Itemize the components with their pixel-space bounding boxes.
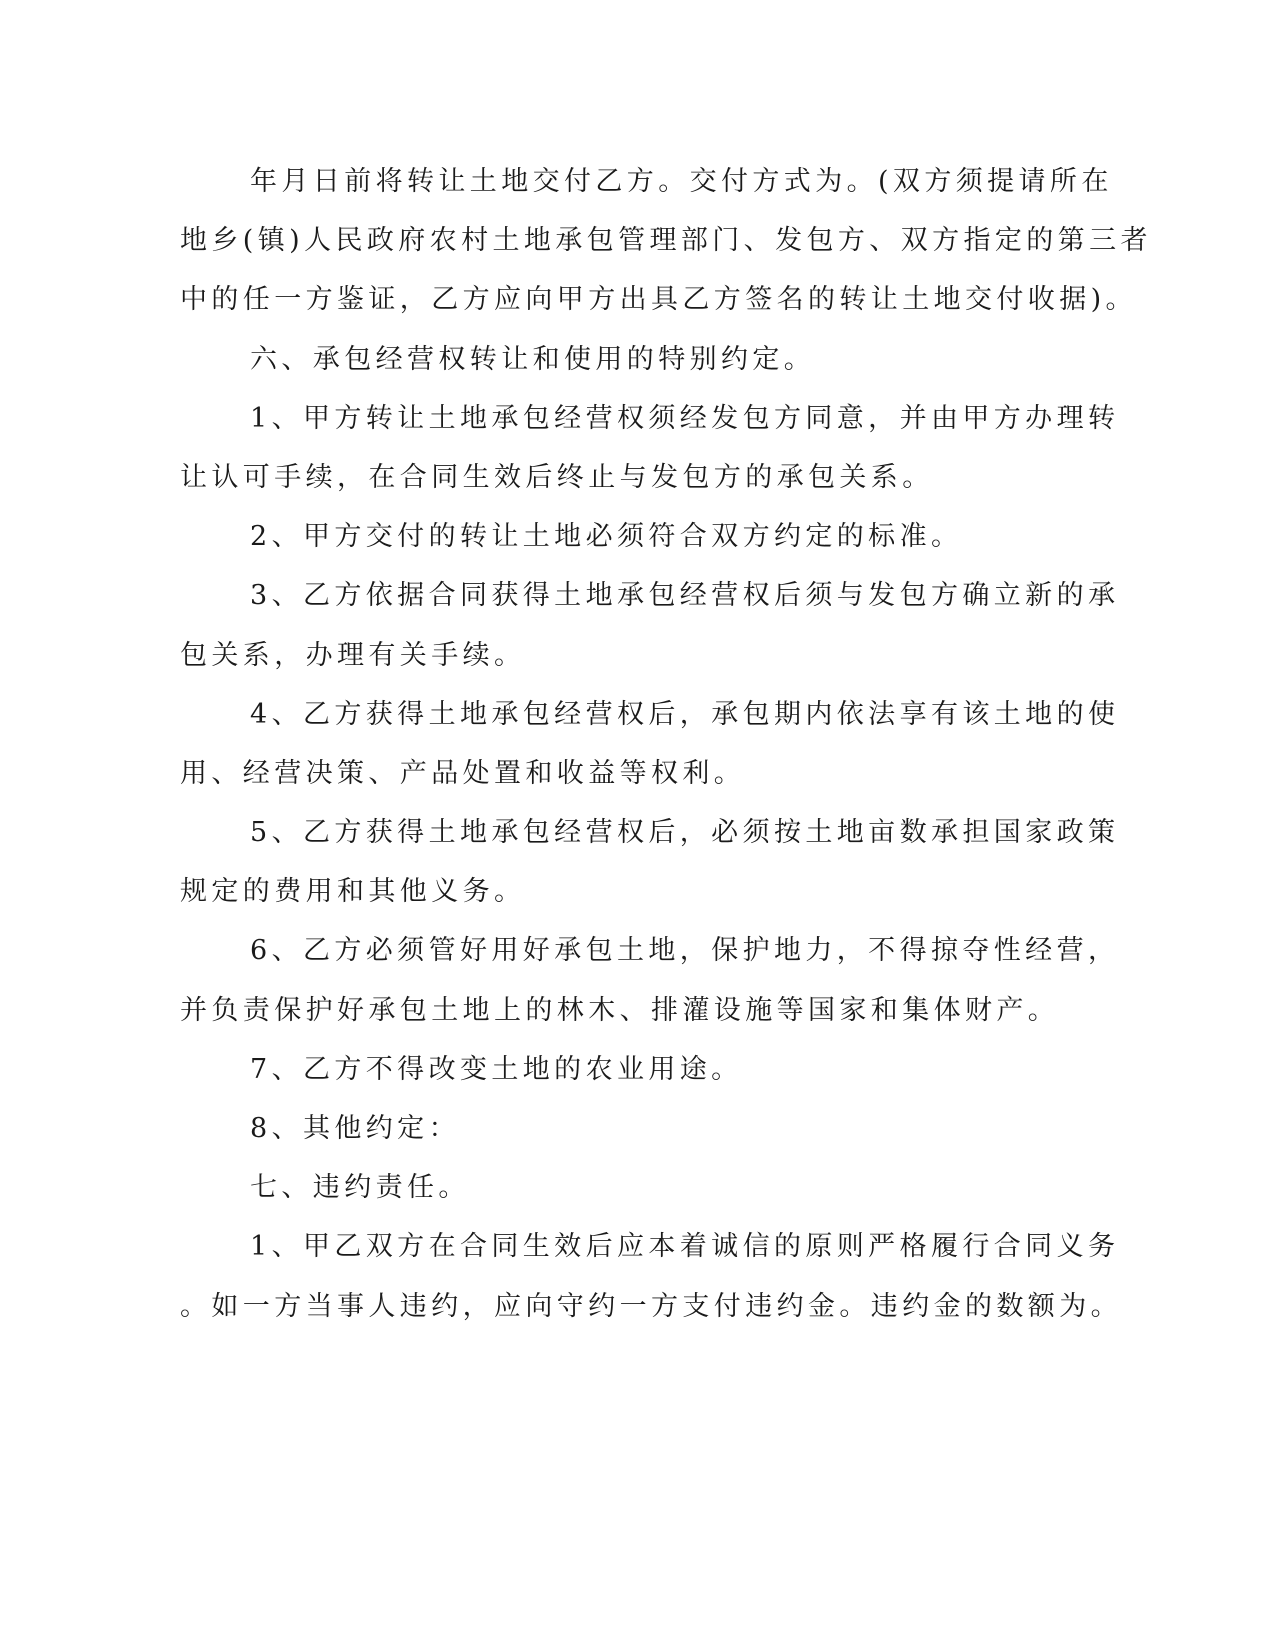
text-line: 地乡(镇)人民政府农村土地承包管理部门、发包方、双方指定的第三者 [180, 225, 1152, 257]
text-line: 中的任一方鉴证，乙方应向甲方出具乙方签名的转让土地交付收据)。 [180, 284, 1137, 316]
text-line: 用、经营决策、产品处置和收益等权利。 [180, 757, 746, 789]
text-line: 包关系，办理有关手续。 [180, 639, 526, 671]
clause-6-3: 3、乙方依据合同获得土地承包经营权后须与发包方确立新的承 [250, 580, 1120, 612]
clause-6-4: 4、乙方获得土地承包经营权后，承包期内依法享有该土地的使 [250, 698, 1120, 730]
clause-6-8: 8、其他约定： [250, 1113, 460, 1144]
text-line: 让认可手续，在合同生效后终止与发包方的承包关系。 [180, 461, 934, 493]
document-body [180, 152, 1152, 1336]
section-heading-7: 七、违约责任。 [250, 1172, 470, 1204]
text-line: 并负责保护好承包土地上的林木、排灌设施等国家和集体财产。 [180, 994, 1060, 1026]
clause-6-2: 2、甲方交付的转让土地必须符合双方约定的标准。 [250, 521, 963, 553]
text-line: 年月日前将转让土地交付乙方。交付方式为。(双方须提请所在 [250, 166, 1113, 197]
clause-6-5: 5、乙方获得土地承包经营权后，必须按土地亩数承担国家政策 [250, 817, 1120, 849]
text-line: 规定的费用和其他义务。 [180, 876, 526, 908]
section-heading-6: 六、承包经营权转让和使用的特别约定。 [250, 343, 816, 375]
clause-6-1: 1、甲方转让土地承包经营权须经发包方同意，并由甲方办理转 [250, 402, 1120, 434]
clause-7-1: 1、甲乙双方在合同生效后应本着诚信的原则严格履行合同义务 [250, 1231, 1120, 1263]
text-line: 。如一方当事人违约，应向守约一方支付违约金。违约金的数额为。 [180, 1290, 1122, 1322]
clause-6-6: 6、乙方必须管好用好承包土地，保护地力，不得掠夺性经营， [250, 935, 1120, 967]
clause-6-7: 7、乙方不得改变土地的农业用途。 [250, 1053, 743, 1085]
